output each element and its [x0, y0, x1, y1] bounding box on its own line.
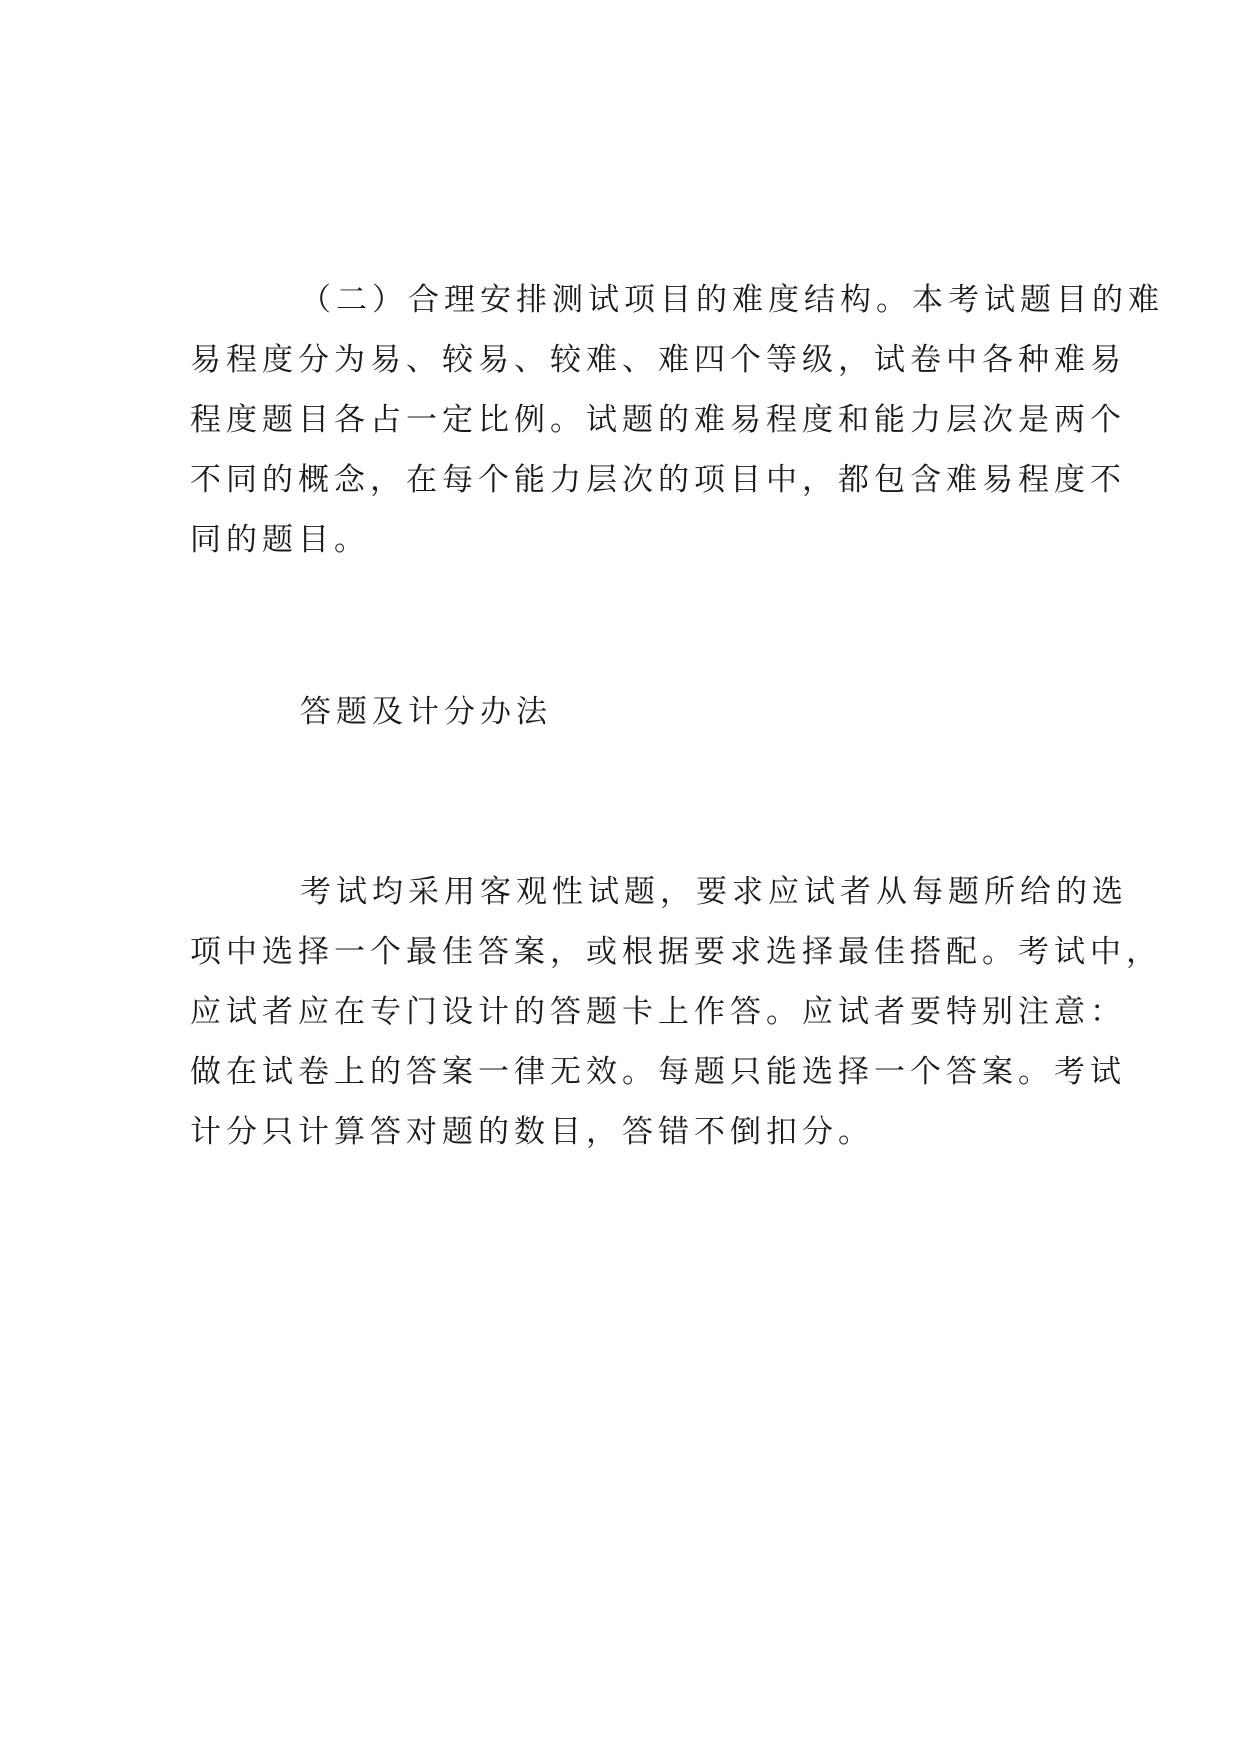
paragraph-line: 考试均采用客观性试题，要求应试者从每题所给的选: [300, 874, 1128, 910]
paragraph-line: 同的题目。: [190, 522, 370, 558]
paragraph-line: 不同的概念，在每个能力层次的项目中，都包含难易程度不: [190, 462, 1126, 498]
paragraph-line: 做在试卷上的答案一律无效。每题只能选择一个答案。考试: [190, 1054, 1126, 1090]
paragraph-line: 应试者应在专门设计的答题卡上作答。应试者要特别注意：: [190, 994, 1126, 1030]
paragraph-line: 项中选择一个最佳答案，或根据要求选择最佳搭配。考试中，: [190, 934, 1162, 970]
paragraph-line: （二）合理安排测试项目的难度结构。本考试题目的难: [300, 282, 1164, 318]
section-heading: [190, 682, 1050, 742]
paragraph-answering-scoring: [190, 862, 1162, 1162]
paragraph-line: 程度题目各占一定比例。试题的难易程度和能力层次是两个: [190, 402, 1126, 438]
paragraph-difficulty-structure: [190, 270, 1164, 570]
paragraph-line: 计分只计算答对题的数目，答错不倒扣分。: [190, 1114, 874, 1150]
paragraph-line: 易程度分为易、较易、较难、难四个等级，试卷中各种难易: [190, 342, 1126, 378]
section-heading-text: 答题及计分办法: [300, 694, 552, 730]
